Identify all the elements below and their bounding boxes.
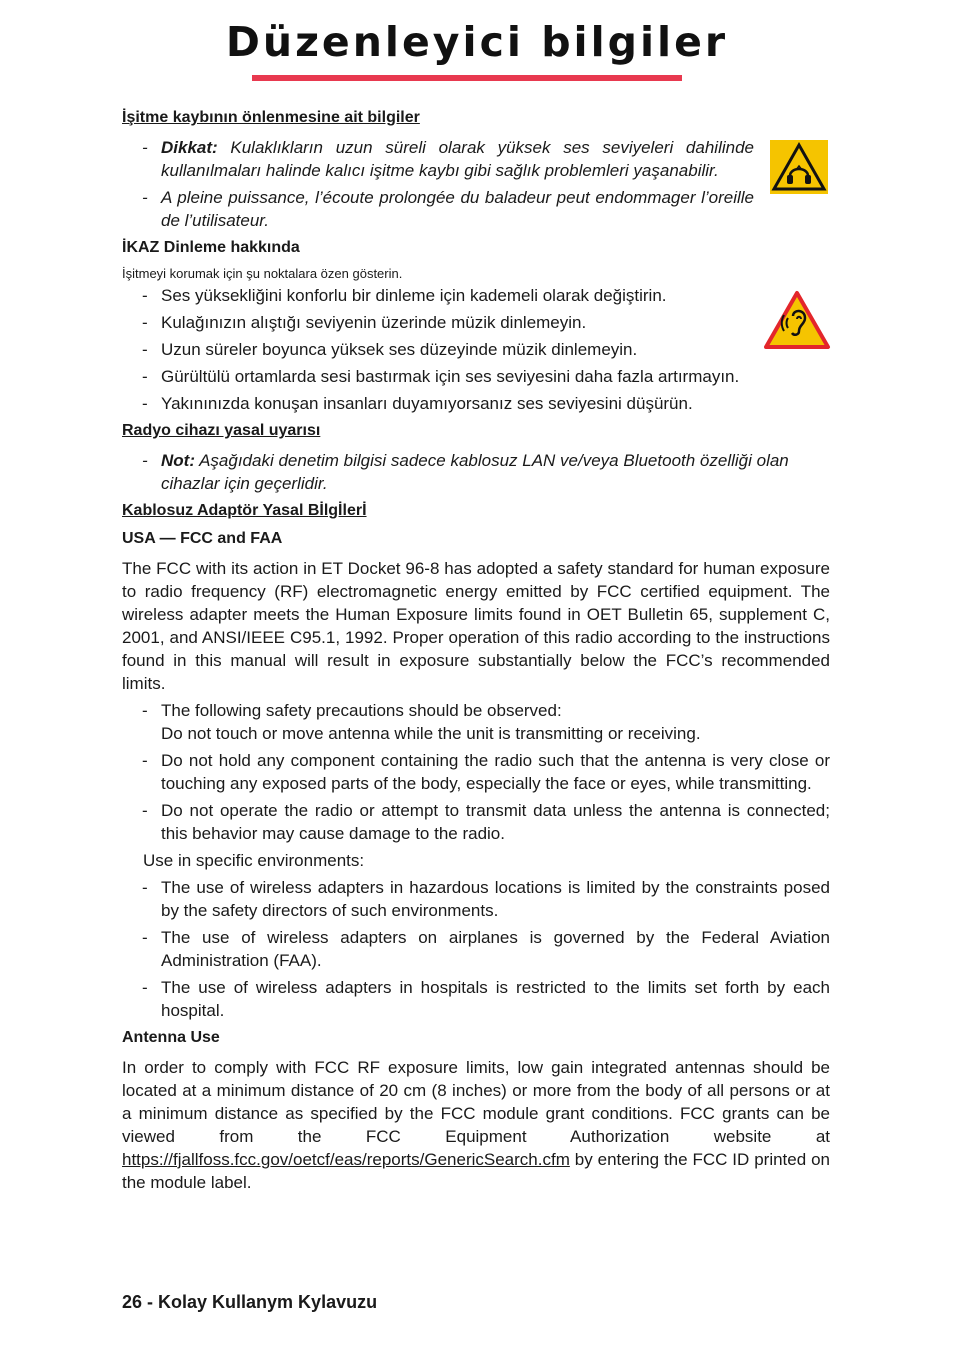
list-item: - Dikkat: Kulaklıkların uzun süreli olarak yüksek ses seviyeleri dahilinde kullanılmaları halinde kalıcı işitme kaybı gibi sağlık problemleri yaşanabilir. — [142, 138, 754, 180]
list-item: - The following safety precautions should be observed: Do not touch or move antenna while the unit is transmitting or receiving. — [142, 701, 701, 743]
usa-heading: USA — FCC and FAA — [122, 530, 283, 547]
radio-list — [122, 449, 830, 495]
environments-intro: Use in specific environments: — [143, 851, 365, 870]
list-item: - The use of wireless adapters in hospitals is restricted to the limits set forth by each hospital. — [142, 978, 830, 1020]
page-footer: 26 - Kolay Kullanym Kylavuzu — [122, 1292, 378, 1312]
ikaz-heading: İKAZ Dinleme hakkında — [122, 239, 300, 256]
list-item: - Uzun süreler boyunca yüksek ses düzeyinde müzik dinlemeyin. — [142, 340, 638, 359]
list-item: - Do not hold any component containing the radio such that the antenna is very close or touching any exposed parts of the body, especially the face or eyes, while transmitting. — [142, 751, 830, 793]
title-underline-bar — [252, 75, 682, 81]
list-item: - Gürültülü ortamlarda sesi bastırmak için ses seviyesini daha fazla artırmayın. — [142, 367, 740, 386]
note-label: Not: — [161, 451, 195, 470]
warning-label: Dikkat: — [161, 138, 218, 157]
page-title: Düzenleyici bilgiler — [225, 18, 729, 66]
warning-text: Kulaklıkların uzun süreli olarak yüksek ses seviyeleri dahilinde kullanılmaları halinde kalıcı işitme kaybı gibi sağlık problemleri yaşanabilir. — [161, 138, 754, 180]
list-item: - The use of wireless adapters on airplanes is governed by the Federal Aviation Administration (FAA). — [142, 928, 830, 970]
wireless-heading: Kablosuz Adaptör Yasal Bİlgİlerİ — [122, 502, 367, 519]
ikaz-list — [122, 284, 830, 415]
antenna-paragraph: In order to comply with FCC RF exposure limits, low gain integrated antennas should be located at a minimum distance of 20 cm (8 inches) or more from the body of all persons or at a minimum distance as specified by the FCC module grant conditions. FCC grants can be viewed from the FCC Equipment Authorization website at https://fjallfoss.fcc.gov/oetcf/eas/reports/GenericSearch.cfm by entering the FCC ID printed on the module label. — [122, 1058, 830, 1192]
environments-list — [122, 876, 830, 1022]
note-text: Aşağıdaki denetim bilgisi sadece kablosuz LAN ve/veya Bluetooth özelliği olan cihazlar için geçerlidir. — [161, 451, 789, 493]
ikaz-intro: İşitmeyi korumak için şu noktalara özen gösterin. — [122, 266, 403, 281]
list-item: - Ses yüksekliğini konforlu bir dinleme için kademeli olarak değiştirin. — [142, 286, 667, 305]
antenna-heading: Antenna Use — [122, 1029, 220, 1046]
list-item: - Kulağınızın alıştığı seviyenin üzerinde müzik dinlemeyin. — [142, 313, 587, 332]
precautions-list — [122, 699, 830, 845]
usa-paragraph: The FCC with its action in ET Docket 96-8 has adopted a safety standard for human exposure to radio frequency (RF) electromagnetic energy emitted by FCC certified equipment. The wireless adapter meets the Human Exposure limits found in OET Bulletin 65, supplement C, 2001, and ANSI/IEEE C95.1, 1992. Proper operation of this radio according to the instructions found in this manual will result in exposure substantially below the FCC’s recommended limits. — [122, 559, 830, 693]
list-item: - Yakınınızda konuşan insanları duyamıyorsanız ses seviyesini düşürün. — [142, 394, 693, 413]
hearing-list — [122, 136, 830, 232]
fcc-search-link[interactable]: https://fjallfoss.fcc.gov/oetcf/eas/reports/GenericSearch.cfm — [122, 1150, 570, 1169]
list-item: - The use of wireless adapters in hazardous locations is limited by the constraints posed by the safety directors of such environments. — [142, 878, 830, 920]
page-content — [122, 108, 830, 1198]
french-warning-text: A pleine puissance, l’écoute prolongée du baladeur peut endommager l’oreille de l’utilisateur. — [161, 188, 754, 230]
radio-heading: Radyo cihazı yasal uyarısı — [122, 422, 321, 439]
list-item: - A pleine puissance, l’écoute prolongée du baladeur peut endommager l’oreille de l’utilisateur. — [142, 188, 754, 230]
hearing-heading: İşitme kaybının önlenmesine ait bilgiler — [122, 109, 420, 126]
list-item: - Not: Aşağıdaki denetim bilgisi sadece kablosuz LAN ve/veya Bluetooth özelliği olan cihazlar için geçerlidir. — [142, 451, 789, 493]
list-item: - Do not operate the radio or attempt to transmit data unless the antenna is connected; this behavior may cause damage to the radio. — [142, 801, 830, 843]
